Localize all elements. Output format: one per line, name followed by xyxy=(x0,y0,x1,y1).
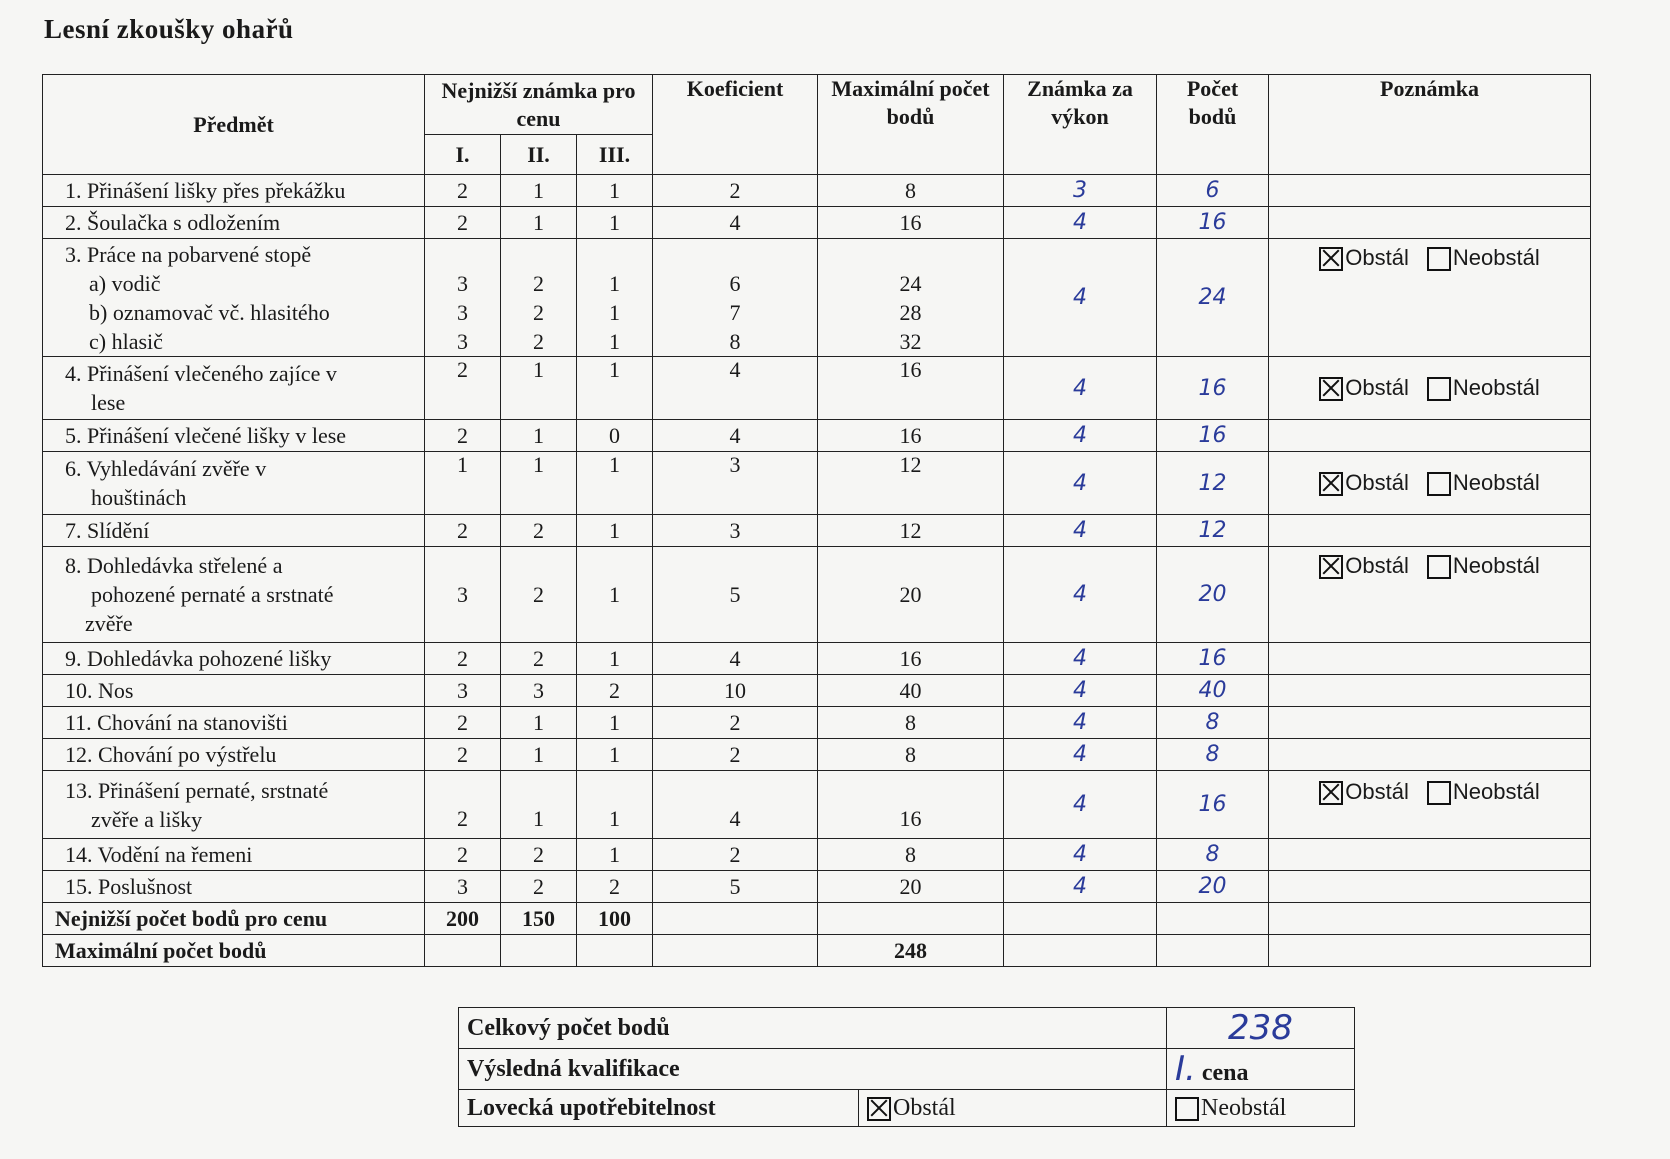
passed-checkbox[interactable] xyxy=(1319,377,1343,401)
value: 1 xyxy=(609,329,620,354)
subject-cell xyxy=(43,547,425,643)
usability-row xyxy=(459,1090,1355,1127)
grade-ii-cell: 1 xyxy=(501,707,577,739)
header-lowest-grade: Nejnižší známka pro cenu xyxy=(425,75,653,135)
grade-ii-cell: 1 xyxy=(501,207,577,239)
empty-cell xyxy=(653,935,818,967)
header-max-points: Maximální počet bodů xyxy=(818,75,1004,175)
subject-cell: 14. Vodění na řemeni xyxy=(43,839,425,871)
passed-label: Obstál xyxy=(1345,553,1409,578)
failed-checkbox[interactable] xyxy=(1427,247,1451,271)
max-points-cell: 20 xyxy=(818,871,1004,903)
performance-cell: 4 xyxy=(1004,839,1157,871)
performance-cell: 4 xyxy=(1004,707,1157,739)
value: 3 xyxy=(457,329,468,354)
coefficient-cell xyxy=(653,239,818,357)
grade-iii-cell: 0 xyxy=(577,420,653,452)
qualification-unit: cena xyxy=(1201,1060,1249,1086)
note-cell xyxy=(1269,707,1591,739)
grade-i-cell: 2 xyxy=(425,515,501,547)
lowest-total-iii: 100 xyxy=(577,903,653,935)
header-row xyxy=(43,75,1591,135)
summary-table xyxy=(458,1007,1355,1127)
subject-cell: 2. Šoulačka s odložením xyxy=(43,207,425,239)
grade-iii-cell: 1 xyxy=(577,707,653,739)
grade-i-cell: 2 xyxy=(425,839,501,871)
coefficient-cell: 2 xyxy=(653,839,818,871)
grade-iii-cell: 1 xyxy=(577,739,653,771)
empty-cell xyxy=(818,903,1004,935)
table-row xyxy=(43,839,1591,871)
grade-iii-cell: 1 xyxy=(577,452,653,515)
value: 6 xyxy=(729,271,741,296)
points-cell: 12 xyxy=(1157,515,1269,547)
performance-cell: 4 xyxy=(1004,207,1157,239)
points-cell: 16 xyxy=(1157,643,1269,675)
failed-checkbox[interactable] xyxy=(1427,781,1451,805)
passed-checkbox[interactable] xyxy=(1319,781,1343,805)
passed-label: Obstál xyxy=(1345,374,1409,400)
passed-checkbox[interactable] xyxy=(1319,555,1343,579)
value: 28 xyxy=(899,300,922,325)
table-row xyxy=(43,420,1591,452)
qualification-handwritten: I. xyxy=(1175,1049,1196,1089)
note-cell xyxy=(1269,547,1591,643)
coefficient-cell: 2 xyxy=(653,707,818,739)
score-table xyxy=(42,74,1591,967)
performance-cell: 3 xyxy=(1004,175,1157,207)
failed-label: Neobstál xyxy=(1452,469,1540,495)
value: 32 xyxy=(899,329,922,354)
table-row xyxy=(43,175,1591,207)
passed-checkbox[interactable] xyxy=(1319,247,1343,271)
value: 1 xyxy=(609,271,620,296)
grade-ii-cell: 1 xyxy=(501,175,577,207)
header-performance: Známka za výkon xyxy=(1004,75,1157,175)
qualification-value xyxy=(1167,1049,1355,1090)
empty-cell xyxy=(501,935,577,967)
note-cell xyxy=(1269,207,1591,239)
performance-cell: 4 xyxy=(1004,357,1157,420)
grade-ii-cell: 1 xyxy=(501,739,577,771)
usability-passed xyxy=(859,1090,1167,1127)
empty-cell xyxy=(1157,935,1269,967)
grade-i-cell: 3 xyxy=(425,675,501,707)
max-points-cell: 16 xyxy=(818,643,1004,675)
empty-cell xyxy=(1004,935,1157,967)
value: 3 xyxy=(457,271,468,296)
subject-cell xyxy=(43,239,425,357)
usability-failed-checkbox[interactable] xyxy=(1175,1097,1199,1121)
max-points-cell: 16 xyxy=(818,207,1004,239)
note-cell xyxy=(1269,771,1591,839)
subject-wrap: zvěře a lišky xyxy=(91,806,203,832)
table-row xyxy=(43,707,1591,739)
points-cell: 20 xyxy=(1157,871,1269,903)
subject-cell: 15. Poslušnost xyxy=(43,871,425,903)
points-cell: 8 xyxy=(1157,839,1269,871)
max-points-cell: 8 xyxy=(818,839,1004,871)
empty-cell xyxy=(1269,935,1591,967)
table-row xyxy=(43,771,1591,839)
subject-cell: 12. Chování po výstřelu xyxy=(43,739,425,771)
max-points-cell: 40 xyxy=(818,675,1004,707)
value: 2 xyxy=(533,300,544,325)
total-points-value xyxy=(1167,1008,1355,1049)
total-points-label: Celkový počet bodů xyxy=(459,1008,1167,1049)
passed-checkbox[interactable] xyxy=(1319,472,1343,496)
header-points: Počet bodů xyxy=(1157,75,1269,175)
table-row xyxy=(43,643,1591,675)
grade-ii-cell: 1 xyxy=(501,420,577,452)
note-cell xyxy=(1269,239,1591,357)
header-grade-i: I. xyxy=(425,135,501,175)
max-points-cell: 12 xyxy=(818,452,1004,515)
points-cell: 8 xyxy=(1157,707,1269,739)
note-cell xyxy=(1269,357,1591,420)
note-cell xyxy=(1269,452,1591,515)
note-cell xyxy=(1269,871,1591,903)
value: 2 xyxy=(533,271,544,296)
qualification-label: Výsledná kvalifikace xyxy=(459,1049,1167,1090)
max-points-cell: 20 xyxy=(818,547,1004,643)
grade-iii-cell xyxy=(577,239,653,357)
note-cell xyxy=(1269,675,1591,707)
max-total-label: Maximální počet bodů xyxy=(43,935,425,967)
coefficient-cell: 5 xyxy=(653,871,818,903)
points-cell: 12 xyxy=(1157,452,1269,515)
performance-cell: 4 xyxy=(1004,452,1157,515)
table-row xyxy=(43,452,1591,515)
total-points-handwritten: 238 xyxy=(1228,1008,1293,1048)
subject-main: 3. Práce na pobarvené stopě xyxy=(65,241,312,267)
grade-iii-cell: 1 xyxy=(577,515,653,547)
max-points-cell: 16 xyxy=(818,420,1004,452)
subject-wrap: pohozené pernaté a srstnaté xyxy=(91,582,334,607)
note-cell xyxy=(1269,643,1591,675)
max-total-value: 248 xyxy=(818,935,1004,967)
table-row xyxy=(43,871,1591,903)
performance-cell: 4 xyxy=(1004,771,1157,839)
failed-label: Neobstál xyxy=(1452,553,1540,578)
page-title: Lesní zkoušky ohařů xyxy=(44,14,294,44)
subject-sub-c: c) hlasič xyxy=(89,328,163,354)
max-points-cell: 12 xyxy=(818,515,1004,547)
value: 7 xyxy=(729,300,741,325)
passed-label: Obstál xyxy=(1345,469,1409,495)
performance-cell: 4 xyxy=(1004,515,1157,547)
table-row xyxy=(43,357,1591,420)
grade-iii-cell: 2 xyxy=(577,871,653,903)
grade-i-cell: 2 xyxy=(425,771,501,839)
usability-passed-label: Obstál xyxy=(893,1094,956,1121)
failed-checkbox[interactable] xyxy=(1427,472,1451,496)
grade-i-cell: 2 xyxy=(425,175,501,207)
grade-iii-cell: 1 xyxy=(577,175,653,207)
performance-cell: 4 xyxy=(1004,675,1157,707)
header-grade-iii: III. xyxy=(577,135,653,175)
failed-checkbox[interactable] xyxy=(1427,555,1451,579)
performance-cell: 4 xyxy=(1004,547,1157,643)
coefficient-cell: 5 xyxy=(653,547,818,643)
failed-label: Neobstál xyxy=(1452,374,1540,400)
qualification-row xyxy=(459,1049,1355,1090)
max-points-cell: 16 xyxy=(818,357,1004,420)
performance-cell: 4 xyxy=(1004,420,1157,452)
value: 1 xyxy=(609,300,620,325)
subject-main: 6. Vyhledávání zvěře v xyxy=(65,456,267,481)
subject-cell xyxy=(43,771,425,839)
subject-wrap: zvěře xyxy=(85,611,133,636)
coefficient-cell: 3 xyxy=(653,452,818,515)
total-points-row xyxy=(459,1008,1355,1049)
grade-i-cell: 1 xyxy=(425,452,501,515)
grade-ii-cell xyxy=(501,239,577,357)
header-subject: Předmět xyxy=(43,75,425,175)
grade-i-cell: 2 xyxy=(425,207,501,239)
max-points-cell: 8 xyxy=(818,707,1004,739)
points-cell: 6 xyxy=(1157,175,1269,207)
subject-cell: 1. Přinášení lišky přes překážku xyxy=(43,175,425,207)
failed-label: Neobstál xyxy=(1452,779,1540,804)
grade-ii-cell: 1 xyxy=(501,357,577,420)
lowest-total-label: Nejnižší počet bodů pro cenu xyxy=(43,903,425,935)
table-row xyxy=(43,547,1591,643)
coefficient-cell: 4 xyxy=(653,771,818,839)
max-points-cell: 8 xyxy=(818,175,1004,207)
lowest-total-ii: 150 xyxy=(501,903,577,935)
empty-cell xyxy=(653,903,818,935)
points-cell: 16 xyxy=(1157,357,1269,420)
coefficient-cell: 4 xyxy=(653,643,818,675)
coefficient-cell: 3 xyxy=(653,515,818,547)
max-points-cell: 8 xyxy=(818,739,1004,771)
points-cell: 24 xyxy=(1157,239,1269,357)
grade-ii-cell: 2 xyxy=(501,515,577,547)
failed-checkbox[interactable] xyxy=(1427,377,1451,401)
performance-cell: 4 xyxy=(1004,643,1157,675)
coefficient-cell: 4 xyxy=(653,357,818,420)
note-cell xyxy=(1269,515,1591,547)
empty-cell xyxy=(1004,903,1157,935)
subject-cell xyxy=(43,357,425,420)
usability-passed-checkbox[interactable] xyxy=(867,1097,891,1121)
subject-main: 4. Přinášení vlečeného zajíce v xyxy=(65,361,337,386)
points-cell: 20 xyxy=(1157,547,1269,643)
header-grade-ii: II. xyxy=(501,135,577,175)
header-note: Poznámka xyxy=(1269,75,1591,175)
grade-ii-cell: 2 xyxy=(501,643,577,675)
grade-iii-cell: 1 xyxy=(577,207,653,239)
grade-ii-cell: 2 xyxy=(501,871,577,903)
usability-failed-label: Neobstál xyxy=(1201,1094,1287,1121)
empty-cell xyxy=(577,935,653,967)
usability-label: Lovecká upotřebitelnost xyxy=(459,1090,859,1127)
table-row xyxy=(43,515,1591,547)
grade-i-cell xyxy=(425,239,501,357)
subject-wrap: houštinách xyxy=(91,485,187,510)
grade-ii-cell: 1 xyxy=(501,452,577,515)
coefficient-cell: 2 xyxy=(653,739,818,771)
max-points-cell: 16 xyxy=(818,771,1004,839)
performance-cell: 4 xyxy=(1004,239,1157,357)
grade-i-cell: 2 xyxy=(425,643,501,675)
passed-label: Obstál xyxy=(1345,779,1409,804)
value: 24 xyxy=(899,271,922,296)
grade-iii-cell: 1 xyxy=(577,547,653,643)
grade-i-cell: 2 xyxy=(425,707,501,739)
lowest-total-row xyxy=(43,903,1591,935)
empty-cell xyxy=(425,935,501,967)
coefficient-cell: 4 xyxy=(653,420,818,452)
points-cell: 16 xyxy=(1157,420,1269,452)
max-total-row xyxy=(43,935,1591,967)
grade-ii-cell: 1 xyxy=(501,771,577,839)
table-row xyxy=(43,675,1591,707)
lowest-total-i: 200 xyxy=(425,903,501,935)
points-cell: 16 xyxy=(1157,771,1269,839)
grade-ii-cell: 2 xyxy=(501,547,577,643)
performance-cell: 4 xyxy=(1004,739,1157,771)
empty-cell xyxy=(1269,903,1591,935)
usability-failed xyxy=(1167,1090,1355,1127)
subject-sub-a: a) vodič xyxy=(89,270,161,296)
table-row xyxy=(43,739,1591,771)
header-coefficient: Koeficient xyxy=(653,75,818,175)
grade-i-cell: 2 xyxy=(425,420,501,452)
passed-label: Obstál xyxy=(1345,245,1409,270)
subject-cell xyxy=(43,452,425,515)
coefficient-cell: 10 xyxy=(653,675,818,707)
grade-iii-cell: 2 xyxy=(577,675,653,707)
grade-ii-cell: 2 xyxy=(501,839,577,871)
max-points-cell xyxy=(818,239,1004,357)
note-cell xyxy=(1269,420,1591,452)
points-cell: 40 xyxy=(1157,675,1269,707)
grade-i-cell: 3 xyxy=(425,871,501,903)
subject-cell: 9. Dohledávka pohozené lišky xyxy=(43,643,425,675)
subject-cell: 11. Chování na stanovišti xyxy=(43,707,425,739)
value: 3 xyxy=(457,300,468,325)
subject-cell: 5. Přinášení vlečené lišky v lese xyxy=(43,420,425,452)
coefficient-cell: 4 xyxy=(653,207,818,239)
performance-cell: 4 xyxy=(1004,871,1157,903)
subject-cell: 10. Nos xyxy=(43,675,425,707)
grade-i-cell: 2 xyxy=(425,739,501,771)
empty-cell xyxy=(1157,903,1269,935)
grade-ii-cell: 3 xyxy=(501,675,577,707)
subject-wrap: lese xyxy=(91,390,126,415)
failed-label: Neobstál xyxy=(1452,245,1540,270)
subject-main: 13. Přinášení pernaté, srstnaté xyxy=(65,777,329,803)
points-cell: 8 xyxy=(1157,739,1269,771)
grade-iii-cell: 1 xyxy=(577,643,653,675)
subject-sub-b: b) oznamovač vč. hlasitého xyxy=(89,299,330,325)
note-cell xyxy=(1269,839,1591,871)
grade-iii-cell: 1 xyxy=(577,357,653,420)
note-cell xyxy=(1269,739,1591,771)
subject-cell: 7. Slídění xyxy=(43,515,425,547)
grade-iii-cell: 1 xyxy=(577,771,653,839)
subject-main: 8. Dohledávka střelené a xyxy=(65,553,283,578)
grade-i-cell: 3 xyxy=(425,547,501,643)
points-cell: 16 xyxy=(1157,207,1269,239)
grade-iii-cell: 1 xyxy=(577,839,653,871)
value: 8 xyxy=(729,329,741,354)
note-cell xyxy=(1269,175,1591,207)
coefficient-cell: 2 xyxy=(653,175,818,207)
table-row xyxy=(43,207,1591,239)
value: 2 xyxy=(533,329,544,354)
table-row xyxy=(43,239,1591,357)
grade-i-cell: 2 xyxy=(425,357,501,420)
